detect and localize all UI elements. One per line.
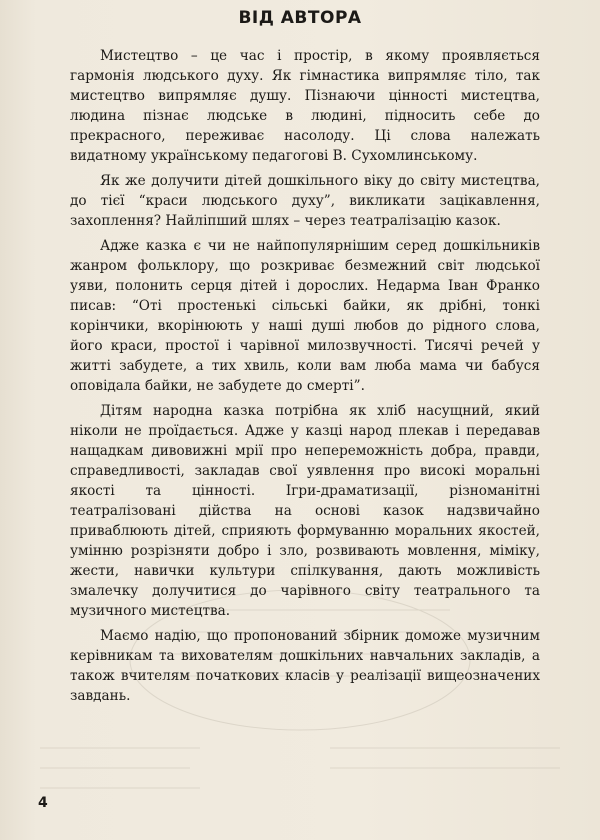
article-body	[70, 46, 540, 711]
paragraph: Маємо надію, що пропонований збірник доможе музичним керівникам та вихователям дошкільних навчальних закладів, а також вчителям початкових класів у реалізації вищеозначених завдань.	[70, 628, 540, 704]
paragraph: Адже казка є чи не найпопулярнішим серед дошкільників жанром фольклору, що розкриває безмежний світ людської уяви, полонить серця дітей і дорослих. Недарма Іван Франко писав: “Оті простенькі сільські байки, як дрібні, тонкі корінчики, вкорінюють у наші душі любов до рідного слова, його краси, простої і чарівної милозвучності. Тисячі речей у житті забудете, а тих хвиль, коли вам люба мама чи бабуся оповідала байки, не забудете до смерті”.	[70, 238, 540, 394]
paragraph: Дітям народна казка потрібна як хліб насущний, який ніколи не проїдається. Адже у казці народ плекав і передавав нащадкам дивовижні мрії про непереможність добра, правди, справедливості, закладав свої уявлення про високі моральні якості та цінності. Ігри-драматизації, різноманітні театралізовані дійства на основі казок надзвичайно приваблюють дітей, сприяють формуванню моральних якостей, умінню розрізняти добро і зло, розвивають мовлення, міміку, жести, навички культури спілкування, дають можливість змалечку долучитися до чарівного світу театрального та музичного мистецтва.	[70, 403, 540, 619]
page-number: 4	[38, 795, 48, 811]
paragraph: Як же долучити дітей дошкільного віку до світу мистецтва, до тієї “краси людського духу”, викликати зацікавлення, захоплення? Найліпший шлях – через театралізацію казок.	[70, 173, 540, 229]
page-title: ВІД АВТОРА	[238, 8, 362, 28]
paragraph: Мистецтво – це час і простір, в якому проявляється гармонія людського духу. Як гімнастика випрямляє тіло, так мистецтво випрямляє душу. Пізнаючи цінності мистецтва, людина пізнає людське в людині, підносить себе до прекрасного, переживає насолоду. Ці слова належать видатному українському педагогові В. Сухомлинському.	[70, 48, 540, 164]
